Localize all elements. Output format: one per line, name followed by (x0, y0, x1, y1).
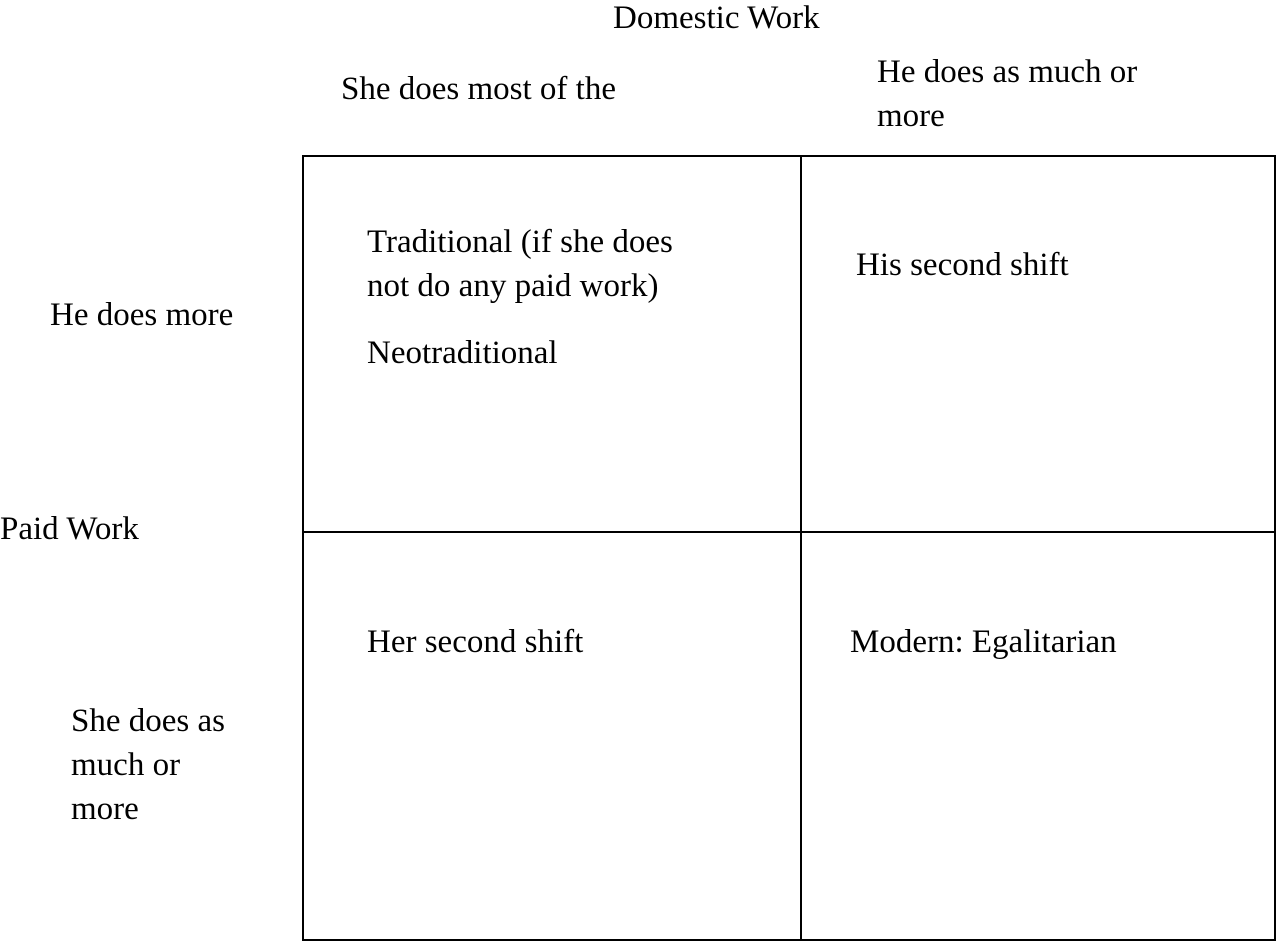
cell-her-second-shift: Her second shift (367, 624, 584, 660)
grid-horizontal-divider (302, 531, 1276, 533)
paid-work-title: Paid Work (0, 511, 139, 547)
row-header-she-line-2: much or (71, 747, 181, 783)
grid-top-border (302, 155, 1276, 157)
cell-neotraditional: Neotraditional (367, 335, 558, 371)
cell-modern-egalitarian: Modern: Egalitarian (850, 624, 1117, 660)
cell-his-second-shift: His second shift (856, 247, 1069, 283)
row-header-she-line-1: She does as (71, 703, 225, 739)
grid-left-border (302, 155, 304, 941)
grid-vertical-divider (800, 155, 802, 941)
grid-right-border (1274, 155, 1276, 941)
row-header-he-does-more: He does more (50, 297, 234, 333)
column-header-he-line-1: He does as much or (877, 54, 1138, 90)
cell-traditional-line-1: Traditional (if she does (367, 224, 673, 260)
column-header-she-does-most: She does most of the (341, 71, 616, 107)
cell-traditional-line-2: not do any paid work) (367, 268, 659, 304)
domestic-work-title: Domestic Work (613, 0, 820, 36)
row-header-she-line-3: more (71, 791, 139, 827)
column-header-he-line-2: more (877, 98, 945, 134)
grid-bottom-border (302, 939, 1276, 941)
